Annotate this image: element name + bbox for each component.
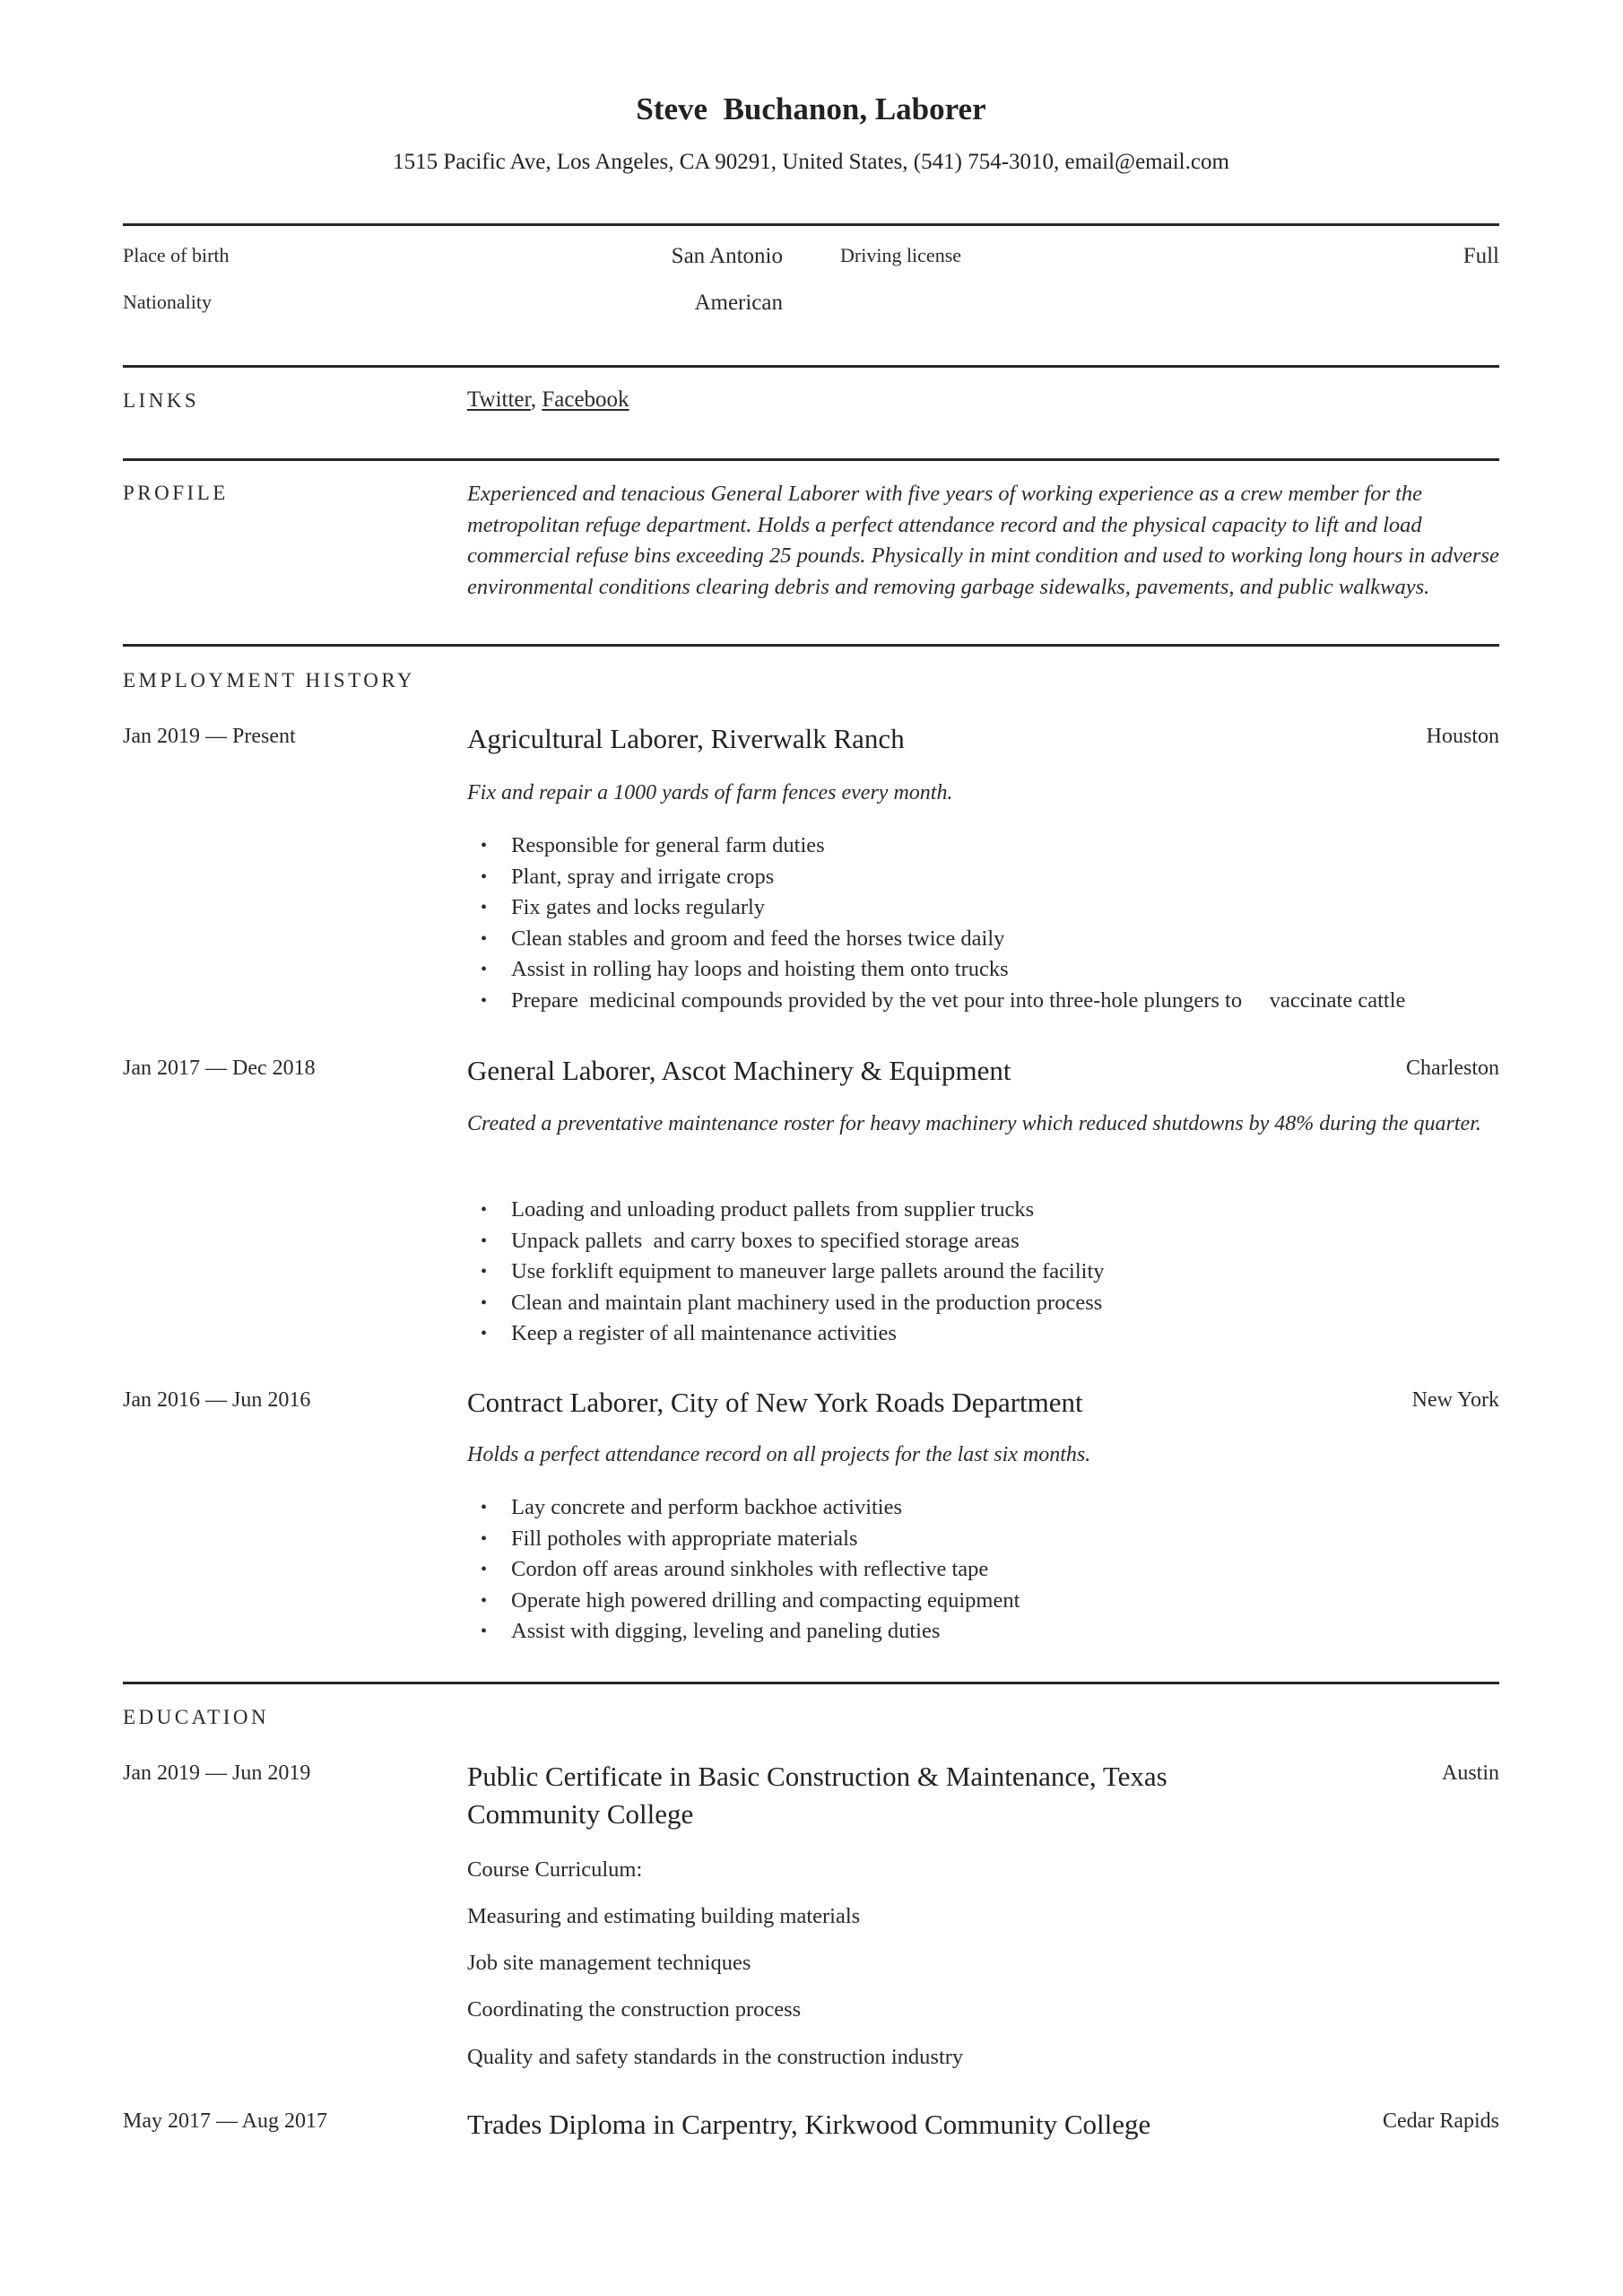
education-section-title: EDUCATION [123,1706,270,1728]
list-item: • Clean and maintain plant machinery used in the production process [467,1288,1105,1319]
job-title: Agricultural Laborer, Riverwalk Ranch [467,723,905,754]
divider [123,644,1499,647]
job-description: Fix and repair a 1000 yards of farm fences every month. [467,781,953,804]
contact-info: 1515 Pacific Ave, Los Angeles, CA 90291, United States, (541) 754-3010, email@email.com [393,150,1229,174]
education-city: Cedar Rapids [1383,2109,1499,2133]
job-duties-list [467,1195,1105,1350]
list-item: • Fix gates and locks regularly [467,892,1405,924]
list-item: • Responsible for general farm duties [467,831,1405,862]
list-item: • Operate high powered drilling and compacting equipment [467,1586,1020,1617]
facebook-link[interactable]: Facebook [542,387,629,412]
links-list [467,387,629,413]
curriculum-item: Quality and safety standards in the construction industry [467,2045,964,2069]
list-item: • Clean stables and groom and feed the horses twice daily [467,924,1405,955]
job-dates: Jan 2016 — Jun 2016 [123,1388,311,1412]
education-dates: Jan 2019 — Jun 2019 [123,1761,311,1785]
driving-license-label: Driving license [840,244,962,266]
curriculum-item: Measuring and estimating building materials [467,1904,861,1928]
job-city: New York [1411,1388,1499,1412]
list-item: • Loading and unloading product pallets from supplier trucks [467,1195,1105,1226]
job-city: Houston [1426,725,1499,748]
job-description: Holds a perfect attendance record on all projects for the last six months. [467,1443,1091,1466]
job-duties-list [467,831,1405,1016]
divider [123,365,1499,368]
list-item: • Plant, spray and irrigate crops [467,862,1405,893]
curriculum-item: Coordinating the construction process [467,1997,802,2022]
job-dates: Jan 2017 — Dec 2018 [123,1057,316,1080]
place-of-birth-value: San Antonio [671,244,783,268]
list-item: • Assist in rolling hay loops and hoisting them onto trucks [467,954,1405,986]
list-item: • Lay concrete and perform backhoe activities [467,1492,1020,1524]
list-item: • Assist with digging, leveling and paneling duties [467,1616,1020,1648]
curriculum-item: Job site management techniques [467,1951,751,1975]
job-city: Charleston [1406,1057,1499,1080]
list-item: • Unpack pallets and carry boxes to specified storage areas [467,1226,1105,1257]
education-title: Public Certificate in Basic Construction & Maintenance, Texas Community College [467,1761,1167,1830]
driving-license-value: Full [1462,244,1499,268]
profile-summary: Experienced and tenacious General Laborer with five years of working experience as a crew member for the metropolitan refuge department. Holds a perfect attendance record and the physical capacity to lift and load commercial refuse bins exceeding 25 pounds. Physically in mint condition and used to working long hours in adverse environmental conditions clearing debris and removing garbage sidewalks, pavements, and public walkways. [467,482,1499,599]
list-item: • Use forklift equipment to maneuver large pallets around the facility [467,1257,1105,1288]
job-dates: Jan 2019 — Present [123,725,296,748]
divider [123,1682,1499,1684]
nationality-value: American [694,291,783,315]
divider [123,458,1499,461]
list-item: • Cordon off areas around sinkholes with reflective tape [467,1554,1020,1586]
job-title: Contract Laborer, City of New York Roads Department [467,1387,1083,1418]
job-title: General Laborer, Ascot Machinery & Equipment [467,1055,1011,1086]
place-of-birth-label: Place of birth [123,244,230,266]
link-separator: , [530,387,542,412]
job-description: Created a preventative maintenance roster for heavy machinery which reduced shutdowns by 48% during the quarter. [467,1112,1481,1135]
profile-section-title: PROFILE [123,482,229,504]
job-duties-list [467,1492,1020,1648]
twitter-link[interactable]: Twitter [467,387,531,412]
list-item: • Prepare medicinal compounds provided by the vet pour into three-hole plungers to vaccinate cattle [467,986,1405,1017]
list-item: • Keep a register of all maintenance activities [467,1318,1105,1350]
education-title: Trades Diploma in Carpentry, Kirkwood Community College [467,2109,1151,2140]
employment-section-title: EMPLOYMENT HISTORY [123,669,416,691]
candidate-name: Steve Buchanon, Laborer [636,91,986,126]
education-dates: May 2017 — Aug 2017 [123,2109,327,2133]
education-city: Austin [1441,1761,1499,1785]
divider [123,223,1499,226]
links-section-title: LINKS [123,389,200,412]
list-item: • Fill potholes with appropriate materials [467,1524,1020,1555]
nationality-label: Nationality [123,291,212,313]
curriculum-heading: Course Curriculum: [467,1857,643,1882]
